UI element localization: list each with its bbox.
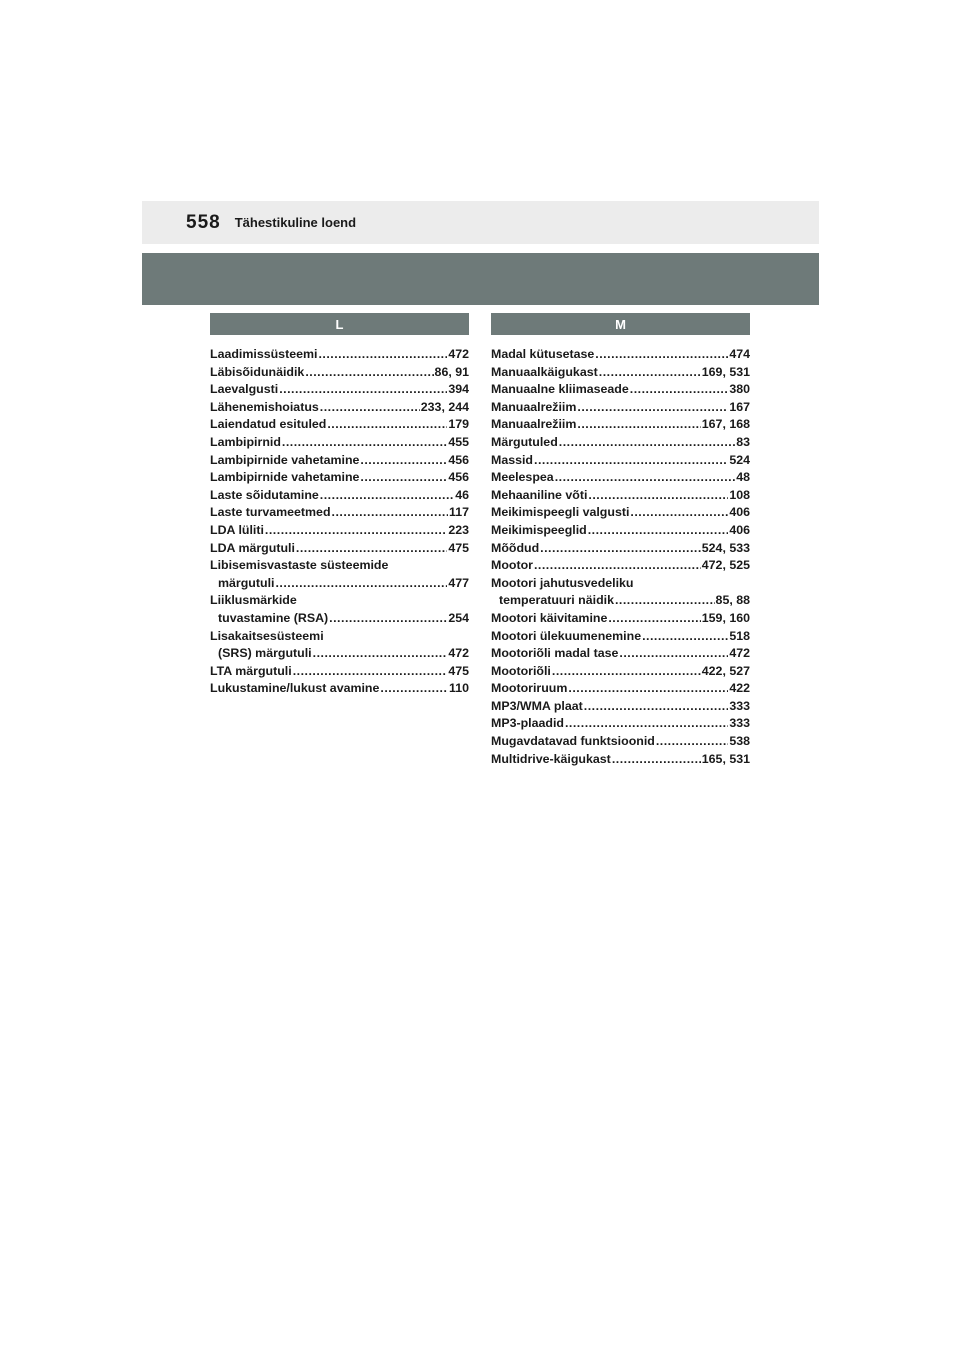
index-entry	[210, 416, 469, 434]
index-entry	[210, 364, 469, 382]
dot-leader	[588, 522, 729, 540]
entry-list-m	[491, 346, 750, 768]
index-entry	[210, 663, 469, 681]
index-entry	[491, 628, 750, 646]
dot-leader	[577, 399, 728, 417]
entry-page-ref: 472, 525	[701, 558, 750, 573]
dot-leader	[534, 452, 728, 470]
dot-leader	[615, 592, 715, 610]
index-entry	[491, 751, 750, 769]
entry-label: Laste sõidutamine	[210, 487, 319, 502]
entry-page-ref: 422, 527	[701, 663, 750, 678]
entry-page-ref: 474	[729, 347, 750, 361]
entry-label: Manuaalrežiim	[491, 399, 577, 414]
dot-leader	[577, 416, 700, 434]
entry-label: Lähenemishoiatus	[210, 399, 319, 414]
entry-page-ref: 406	[729, 505, 750, 520]
index-entry	[210, 592, 469, 627]
index-entry	[491, 504, 750, 522]
entry-page-ref: 179	[448, 417, 469, 432]
dot-leader	[630, 381, 729, 399]
entry-label: Laste turvameetmed	[210, 505, 331, 520]
column-heading-l: L	[210, 313, 469, 335]
dot-leader	[568, 680, 728, 698]
dot-leader	[656, 733, 728, 751]
entry-label: LTA märgutuli	[210, 663, 292, 678]
entry-label: Läbisõidunäidik	[210, 364, 305, 379]
entry-label: Meikimispeeglid	[491, 522, 587, 537]
entry-label: Lisakaitsesüsteemi	[210, 628, 324, 643]
index-entry	[491, 487, 750, 505]
entry-label: Mootoriruum	[491, 681, 568, 696]
entry-page-ref: 472	[448, 646, 469, 661]
index-entry	[491, 452, 750, 470]
dot-leader	[630, 504, 728, 522]
entry-label: Manuaalne kliimaseade	[491, 382, 629, 397]
entry-page-ref: 169, 531	[701, 364, 750, 379]
dot-leader	[320, 487, 454, 505]
dot-leader	[559, 434, 735, 452]
entry-page-ref: 86, 91	[434, 364, 469, 379]
index-entry	[210, 452, 469, 470]
dot-leader	[318, 346, 447, 364]
dot-leader	[595, 346, 728, 364]
entry-page-ref: 524	[729, 452, 750, 467]
header-band	[142, 253, 819, 305]
dot-leader	[599, 364, 701, 382]
index-entry	[210, 469, 469, 487]
index-entry	[491, 540, 750, 558]
entry-page-ref: 159, 160	[701, 610, 750, 625]
dot-leader	[320, 399, 420, 417]
dot-leader	[360, 469, 447, 487]
entry-label: temperatuuri näidik	[499, 593, 614, 608]
index-entry	[491, 733, 750, 751]
entry-page-ref: 455	[448, 434, 469, 449]
index-entry	[491, 434, 750, 452]
page-number: 558	[186, 211, 221, 233]
entry-page-ref: 167, 168	[701, 417, 750, 432]
dot-leader	[608, 610, 700, 628]
index-entry	[210, 557, 469, 592]
entry-label: Laadimissüsteemi	[210, 347, 318, 361]
entry-label: Mootor	[491, 558, 533, 573]
entry-page-ref: 456	[448, 470, 469, 485]
dot-leader	[555, 469, 736, 487]
entry-label: Lambipirnid	[210, 434, 281, 449]
index-entry	[491, 698, 750, 716]
entry-label: Mõõdud	[491, 540, 540, 555]
entry-page-ref: 456	[448, 452, 469, 467]
section-title: Tähestikuline loend	[234, 215, 357, 230]
entry-label: Meelespea	[491, 470, 554, 485]
dot-leader	[612, 751, 701, 769]
index-entry	[491, 416, 750, 434]
entry-page-ref: 48	[736, 470, 750, 485]
entry-label: Liiklusmärkide	[210, 593, 297, 608]
dot-leader	[329, 610, 447, 628]
entry-page-ref: 333	[729, 716, 750, 731]
entry-page-ref: 83	[736, 434, 750, 449]
index-entry	[491, 557, 750, 575]
dot-leader	[642, 628, 728, 646]
dot-leader	[275, 575, 447, 593]
dot-leader	[552, 663, 701, 681]
index-entry	[491, 680, 750, 698]
index-entry	[491, 575, 750, 610]
dot-leader	[279, 381, 447, 399]
dot-leader	[565, 715, 728, 733]
dot-leader	[619, 645, 728, 663]
entry-page-ref: 475	[448, 663, 469, 678]
entry-page-ref: 477	[448, 575, 469, 590]
entry-label: Märgutuled	[491, 434, 558, 449]
index-column-m	[491, 313, 750, 768]
entry-page-ref: 472	[729, 646, 750, 661]
entry-label: Libisemisvastaste süsteemide	[210, 558, 389, 573]
index-entry	[491, 715, 750, 733]
entry-page-ref: 406	[729, 522, 750, 537]
entry-label: Madal kütusetase	[491, 347, 595, 361]
entry-page-ref: 223	[448, 522, 469, 537]
entry-page-ref: 524, 533	[701, 540, 750, 555]
dot-leader	[332, 504, 448, 522]
column-heading-m: M	[491, 313, 750, 335]
entry-label: Mehaaniline võti	[491, 487, 588, 502]
entry-label: Manuaalkäigukast	[491, 364, 598, 379]
dot-leader	[296, 540, 447, 558]
entry-label: Lambipirnide vahetamine	[210, 452, 360, 467]
entry-label: Meikimispeegli valgusti	[491, 505, 630, 520]
dot-leader	[380, 680, 448, 698]
entry-label: LDA lüliti	[210, 522, 264, 537]
index-entry	[210, 381, 469, 399]
dot-leader	[534, 557, 701, 575]
entry-label: (SRS) märgutuli	[218, 646, 312, 661]
index-entry	[210, 628, 469, 663]
dot-leader	[588, 487, 728, 505]
index-entry	[210, 434, 469, 452]
dot-leader	[305, 364, 433, 382]
index-entry	[210, 522, 469, 540]
entry-label: Massid	[491, 452, 534, 467]
entry-label: märgutuli	[218, 575, 275, 590]
entry-page-ref: 380	[729, 382, 750, 397]
dot-leader	[584, 698, 729, 716]
entry-label: Laiendatud esituled	[210, 417, 327, 432]
entry-label: Mootoriõli madal tase	[491, 646, 619, 661]
index-entry	[210, 487, 469, 505]
entry-page-ref: 110	[449, 681, 469, 696]
entry-label: Manuaalrežiim	[491, 417, 577, 432]
index-entry	[210, 346, 469, 364]
entry-label: Lukustamine/lukust avamine	[210, 681, 380, 696]
entry-label: LDA märgutuli	[210, 540, 295, 555]
entry-page-ref: 472	[448, 347, 469, 361]
entry-page-ref: 518	[729, 628, 750, 643]
entry-page-ref: 254	[448, 610, 469, 625]
entry-page-ref: 46	[455, 487, 469, 502]
index-entry	[210, 504, 469, 522]
entry-page-ref: 167	[729, 399, 750, 414]
entry-page-ref: 538	[729, 734, 750, 749]
entry-label: Laevalgusti	[210, 382, 279, 397]
index-entry	[491, 399, 750, 417]
entry-list-l	[210, 346, 469, 698]
dot-leader	[360, 452, 447, 470]
entry-label: Mootori jahutusvedeliku	[491, 575, 634, 590]
entry-label: Mootoriõli	[491, 663, 551, 678]
entry-page-ref: 85, 88	[715, 593, 750, 608]
page-header	[142, 201, 819, 244]
index-entry	[491, 645, 750, 663]
dot-leader	[313, 645, 448, 663]
index-entry	[491, 346, 750, 364]
index-entry	[491, 663, 750, 681]
index-entry	[491, 381, 750, 399]
entry-label: Mugavdatavad funktsioonid	[491, 734, 655, 749]
index-column-l	[210, 313, 469, 698]
entry-page-ref: 108	[729, 487, 750, 502]
entry-page-ref: 475	[448, 540, 469, 555]
index-entry	[491, 610, 750, 628]
dot-leader	[293, 663, 448, 681]
entry-label: Mootori käivitamine	[491, 610, 608, 625]
entry-page-ref: 165, 531	[701, 751, 750, 766]
entry-page-ref: 117	[449, 505, 469, 520]
entry-label: MP3-plaadid	[491, 716, 564, 731]
entry-page-ref: 394	[448, 382, 469, 397]
entry-page-ref: 422	[729, 681, 750, 696]
entry-label: Lambipirnide vahetamine	[210, 470, 360, 485]
index-entry	[210, 680, 469, 698]
entry-label: Multidrive-käigukast	[491, 751, 611, 766]
entry-label: MP3/WMA plaat	[491, 698, 583, 713]
entry-label: Mootori ülekuumenemine	[491, 628, 642, 643]
index-entry	[491, 469, 750, 487]
dot-leader	[540, 540, 701, 558]
index-entry	[491, 522, 750, 540]
index-entry	[210, 399, 469, 417]
dot-leader	[265, 522, 447, 540]
index-entry	[210, 540, 469, 558]
index-entry	[491, 364, 750, 382]
entry-label: tuvastamine (RSA)	[218, 610, 329, 625]
dot-leader	[327, 416, 447, 434]
entry-page-ref: 333	[729, 698, 750, 713]
entry-page-ref: 233, 244	[420, 399, 469, 414]
dot-leader	[282, 434, 447, 452]
